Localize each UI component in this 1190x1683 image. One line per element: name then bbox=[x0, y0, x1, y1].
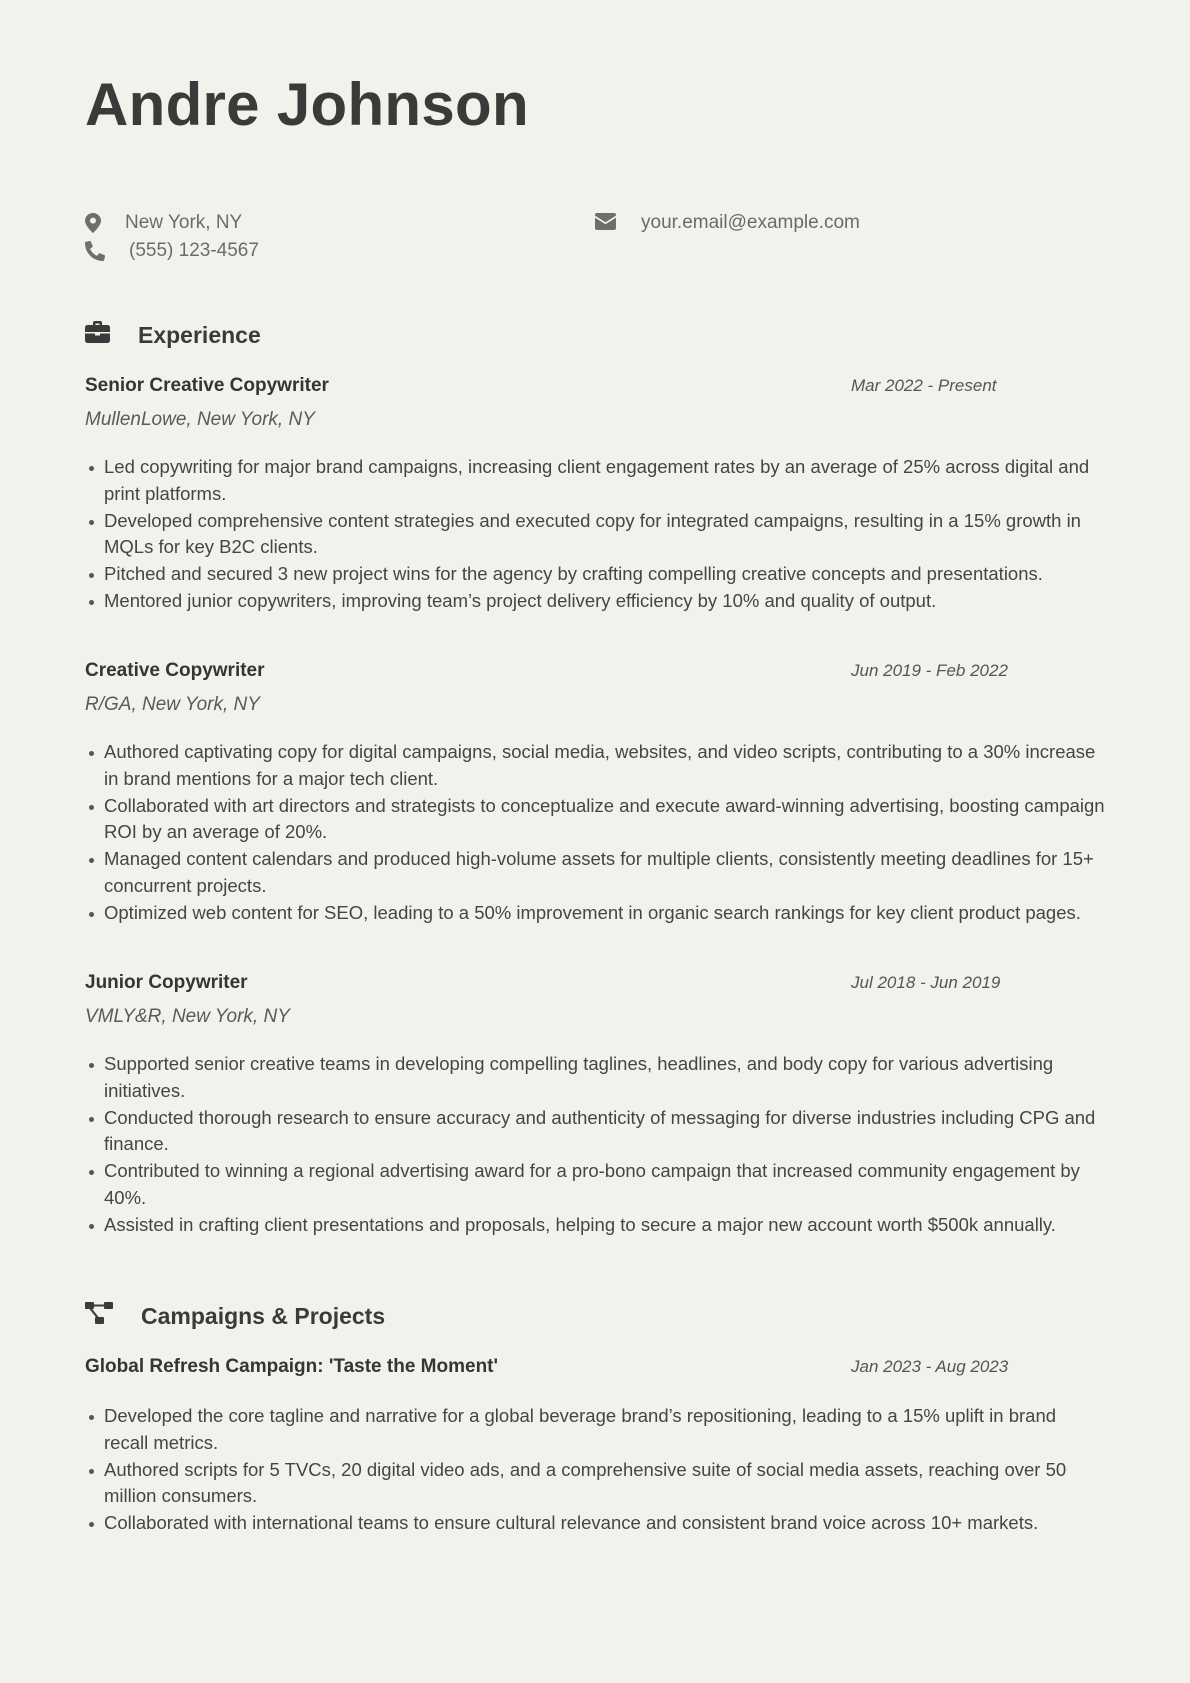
candidate-name: Andre Johnson bbox=[85, 71, 529, 138]
job-entry bbox=[85, 373, 1105, 615]
job-title: Creative Copywriter bbox=[85, 660, 265, 681]
job-company: R/GA, New York, NY bbox=[85, 694, 260, 715]
envelope-icon bbox=[595, 213, 616, 233]
bullet-item: Authored captivating copy for digital campaigns, social media, websites, and video scripts, contributing to a 30% increase in brand mentions for a major tech client. bbox=[104, 739, 1105, 793]
job-title: Junior Copywriter bbox=[85, 972, 248, 993]
bullet-item: Mentored junior copywriters, improving team’s project delivery efficiency by 10% and quality of output. bbox=[104, 588, 1105, 615]
contact-phone bbox=[85, 240, 259, 262]
bullet-item: Developed the core tagline and narrative for a global beverage brand’s repositioning, leading to a 15% uplift in brand recall metrics. bbox=[104, 1403, 1105, 1457]
job-entry bbox=[85, 970, 1105, 1239]
map-pin-icon bbox=[85, 213, 105, 233]
bullet-item: Authored scripts for 5 TVCs, 20 digital video ads, and a comprehensive suite of social media assets, reaching over 50 million consumers. bbox=[104, 1457, 1105, 1511]
job-bullets bbox=[85, 454, 1105, 615]
bullet-item: Optimized web content for SEO, leading to a 50% improvement in organic search rankings for key client product pages. bbox=[104, 900, 1105, 927]
job-entry bbox=[85, 658, 1105, 927]
project-diagram-icon bbox=[85, 1302, 127, 1330]
job-company: VMLY&R, New York, NY bbox=[85, 1006, 290, 1027]
bullet-item: Developed comprehensive content strategies and executed copy for integrated campaigns, resulting in a 15% growth in MQLs for key B2C clients. bbox=[104, 508, 1105, 562]
bullet-item: Led copywriting for major brand campaigns, increasing client engagement rates by an average of 25% across digital and print platforms. bbox=[104, 454, 1105, 508]
contact-location bbox=[85, 212, 242, 234]
experience-heading bbox=[85, 321, 261, 349]
project-bullets bbox=[85, 1403, 1105, 1537]
experience-heading-text: Experience bbox=[138, 321, 261, 348]
bullet-item: Collaborated with international teams to ensure cultural relevance and consistent brand voice across 10+ markets. bbox=[104, 1510, 1105, 1537]
bullet-item: Conducted thorough research to ensure accuracy and authenticity of messaging for diverse industries including CPG and finance. bbox=[104, 1105, 1105, 1159]
contact-email bbox=[595, 212, 860, 234]
job-bullets bbox=[85, 739, 1105, 927]
phone-icon bbox=[85, 241, 105, 261]
bullet-item: Pitched and secured 3 new project wins for the agency by crafting compelling creative concepts and presentations. bbox=[104, 561, 1105, 588]
email-text[interactable]: your.email@example.com bbox=[641, 212, 860, 233]
location-text: New York, NY bbox=[125, 212, 243, 233]
job-dates: Jul 2018 - Jun 2019 bbox=[851, 973, 1001, 992]
project-title: Global Refresh Campaign: 'Taste the Moment' bbox=[85, 1356, 499, 1377]
bullet-item: Supported senior creative teams in developing compelling taglines, headlines, and body copy for various advertising initiatives. bbox=[104, 1051, 1105, 1105]
bullet-item: Assisted in crafting client presentations and proposals, helping to secure a major new account worth $500k annually. bbox=[104, 1212, 1105, 1239]
job-dates: Mar 2022 - Present bbox=[851, 376, 997, 395]
job-title: Senior Creative Copywriter bbox=[85, 375, 329, 396]
bullet-item: Collaborated with art directors and strategists to conceptualize and execute award-winning advertising, boosting campaign ROI by an average of 20%. bbox=[104, 793, 1105, 847]
projects-heading bbox=[85, 1302, 385, 1330]
bullet-item: Managed content calendars and produced high-volume assets for multiple clients, consistently meeting deadlines for 15+ concurrent projects. bbox=[104, 846, 1105, 900]
job-company: MullenLowe, New York, NY bbox=[85, 409, 315, 430]
job-dates: Jun 2019 - Feb 2022 bbox=[851, 661, 1008, 680]
projects-heading-text: Campaigns & Projects bbox=[141, 1302, 386, 1329]
phone-text: (555) 123-4567 bbox=[129, 240, 259, 261]
job-bullets bbox=[85, 1051, 1105, 1239]
project-dates: Jan 2023 - Aug 2023 bbox=[851, 1357, 1009, 1376]
briefcase-icon bbox=[85, 321, 124, 349]
project-entry bbox=[85, 1354, 1105, 1537]
bullet-item: Contributed to winning a regional advertising award for a pro-bono campaign that increased community engagement by 40%. bbox=[104, 1158, 1105, 1212]
